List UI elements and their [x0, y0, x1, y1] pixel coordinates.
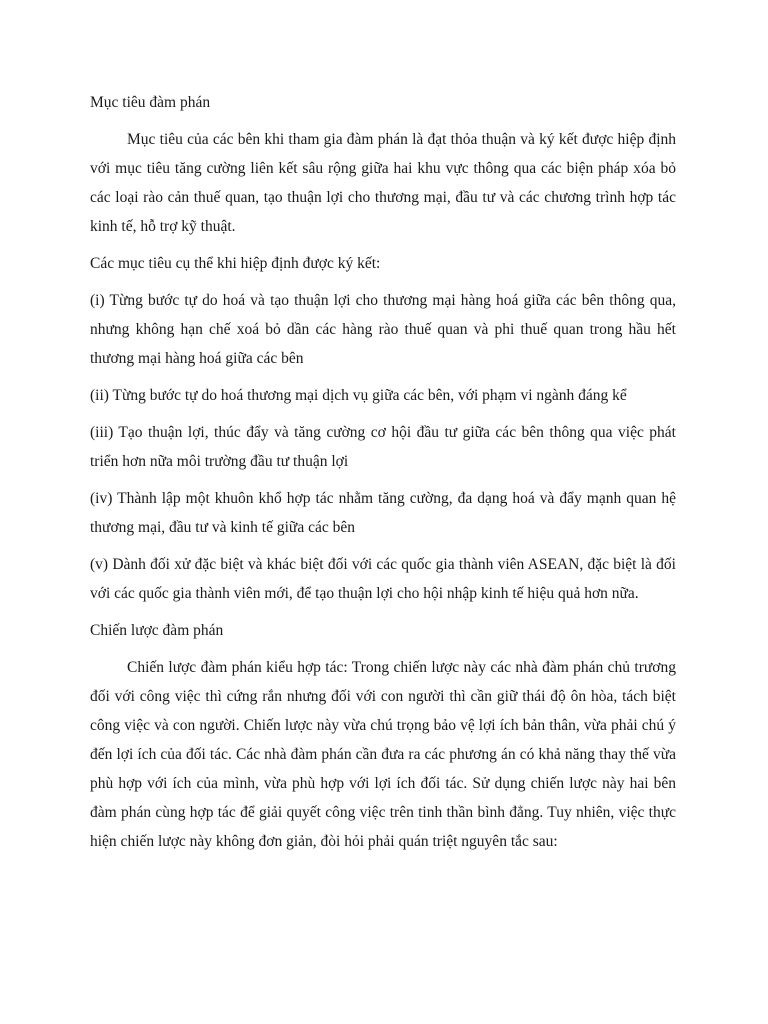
strategy-paragraph: Chiến lược đàm phán kiểu hợp tác: Trong chiến lược này các nhà đàm phán chủ trương đối với công việc thì cứng rắn nhưng đối với con người thì cần giữ thái độ ôn hòa, tách biệt công việc và con người. Chiến lược này vừa chú trọng bảo vệ lợi ích bản thân, vừa phải chú ý đến lợi ích của đối tác. Các nhà đàm phán cần đưa ra các phương án có khả năng thay thế vừa phù hợp với ích của mình, vừa phù hợp với lợi ích đối tác. Sử dụng chiến lược này hai bên đàm phán cùng hợp tác để giải quyết công việc trên tinh thần bình đẳng. Tuy nhiên, việc thực hiện chiến lược này không đơn giản, đòi hỏi phải quán triệt nguyên tắc sau:: [90, 659, 676, 850]
objective-item-v: (v) Dành đối xử đặc biệt và khác biệt đối với các quốc gia thành viên ASEAN, đặc biệt là đối với các quốc gia thành viên mới, để tạo thuận lợi cho hội nhập kinh tế hiệu quả hơn nữa.: [90, 556, 676, 602]
objective-item-ii: (ii) Từng bước tự do hoá thương mại dịch vụ giữa các bên, với phạm vi ngành đáng kể: [90, 387, 627, 404]
objective-item-iv: (iv) Thành lập một khuôn khổ hợp tác nhằm tăng cường, đa dạng hoá và đẩy mạnh quan hệ thương mại, đầu tư và kinh tế giữa các bên: [90, 490, 676, 536]
document-page: [90, 88, 676, 864]
objective-item-i: (i) Từng bước tự do hoá và tạo thuận lợi cho thương mại hàng hoá giữa các bên thông qua, nhưng không hạn chế xoá bỏ dần các hàng rào thuế quan và phi thuế quan trong hầu hết thương mại hàng hoá giữa các bên: [90, 292, 676, 367]
section-heading-negotiation-strategy: Chiến lược đàm phán: [90, 622, 224, 639]
objective-item-iii: (iii) Tạo thuận lợi, thúc đẩy và tăng cường cơ hội đầu tư giữa các bên thông qua việc phát triển hơn nữa môi trường đầu tư thuận lợi: [90, 424, 676, 470]
objectives-list-intro: Các mục tiêu cụ thể khi hiệp định được ký kết:: [90, 255, 381, 272]
section-heading-negotiation-objectives: Mục tiêu đàm phán: [90, 94, 211, 111]
objectives-intro-paragraph: Mục tiêu của các bên khi tham gia đàm phán là đạt thỏa thuận và ký kết được hiệp định với mục tiêu tăng cường liên kết sâu rộng giữa hai khu vực thông qua các biện pháp xóa bỏ các loại rào cản thuế quan, tạo thuận lợi cho thương mại, đầu tư và các chương trình hợp tác kinh tế, hỗ trợ kỹ thuật.: [90, 131, 676, 235]
